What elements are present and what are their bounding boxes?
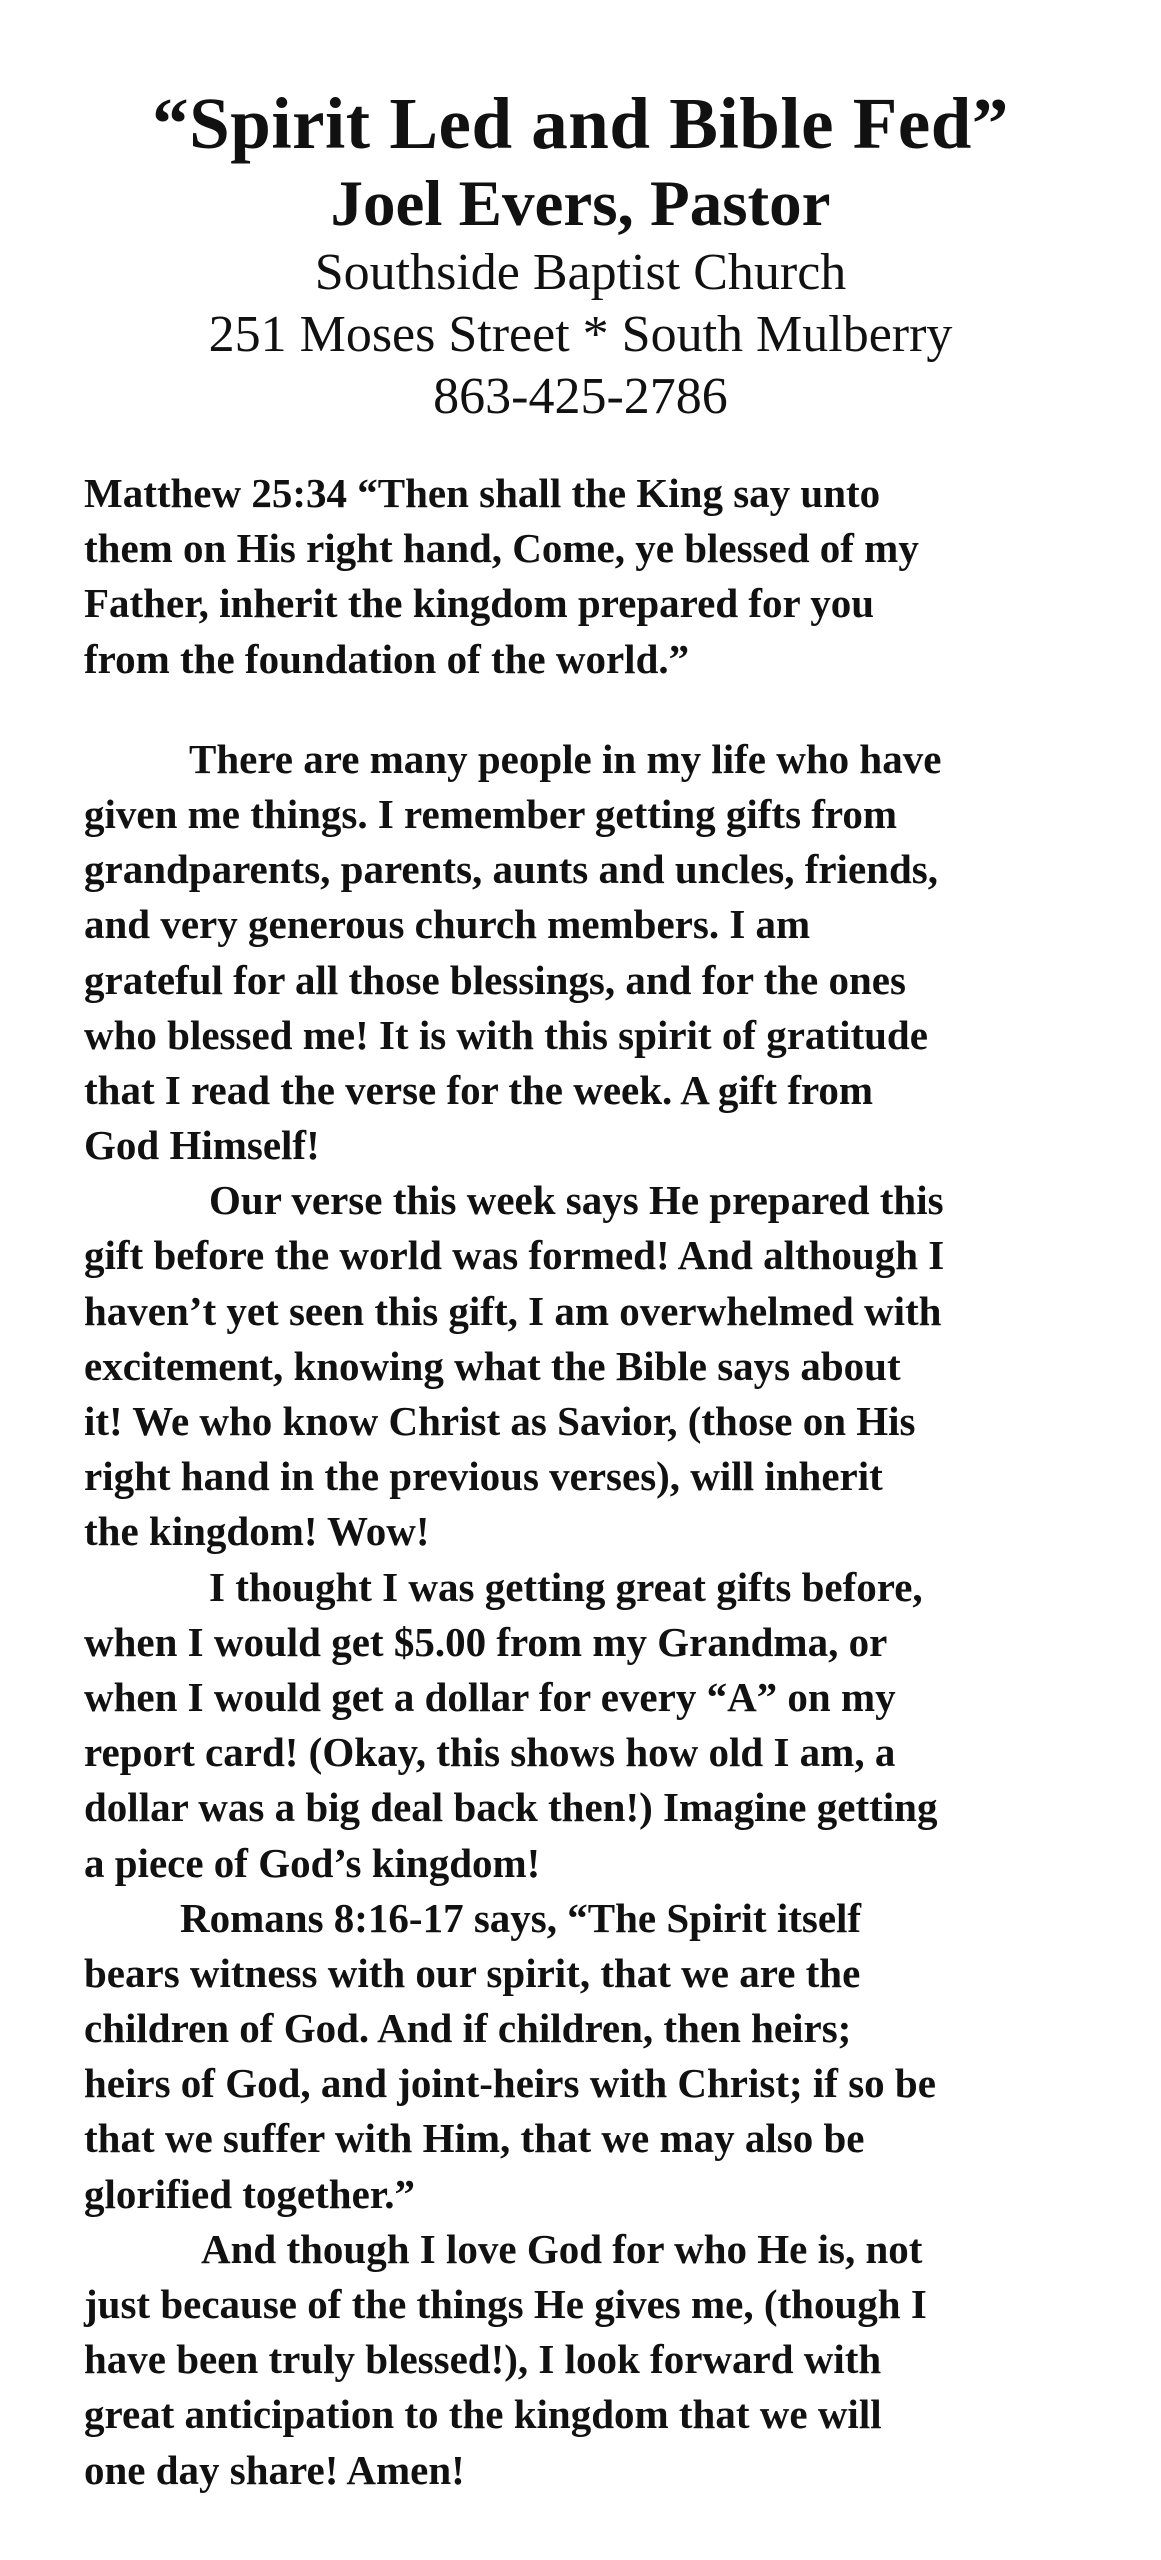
- paragraph-line: heirs of God, and joint-heirs with Christ; if so be: [84, 2060, 936, 2107]
- paragraph-line: a piece of God’s kingdom!: [84, 1839, 541, 1886]
- paragraph-line: when I would get a dollar for every “A” on my: [84, 1673, 896, 1720]
- paragraph-line: dollar was a big deal back then!) Imagine getting: [84, 1784, 938, 1831]
- verse-line: from the foundation of the world.”: [84, 635, 690, 682]
- paragraph-line: when I would get $5.00 from my Grandma, or: [84, 1618, 888, 1665]
- paragraph-3: [84, 1560, 1134, 1891]
- paragraph-line: it! We who know Christ as Savior, (those on His: [84, 1398, 916, 1444]
- article-body: [84, 466, 1134, 2498]
- paragraph-line: that I read the verse for the week. A gift from: [84, 1066, 874, 1113]
- paragraph-line: excitement, knowing what the Bible says about: [84, 1342, 901, 1389]
- paragraph-gap: [84, 687, 1134, 732]
- paragraph-5: [84, 2222, 1134, 2498]
- paragraph-line: gift before the world was formed! And although I: [84, 1232, 945, 1279]
- paragraph-line: that we suffer with Him, that we may also be: [84, 2115, 865, 2162]
- church-name: Southside Baptist Church: [314, 244, 847, 301]
- church-phone: 863-425-2786: [433, 368, 728, 425]
- paragraph-line: report card! (Okay, this shows how old I am, a: [84, 1729, 896, 1776]
- paragraph-line: Romans 8:16-17 says, “The Spirit itself: [180, 1894, 862, 1941]
- verse-line: Matthew 25:34 “Then shall the King say unto: [84, 470, 881, 516]
- paragraph-line: and very generous church members. I am: [84, 901, 811, 948]
- column-title: “Spirit Led and Bible Fed”: [152, 83, 1009, 164]
- paragraph-1: [84, 732, 1134, 1174]
- paragraph-line: the kingdom! Wow!: [84, 1508, 430, 1555]
- paragraph-line: just because of the things He gives me, (though I: [84, 2281, 927, 2327]
- paragraph-line: have been truly blessed!), I look forward with: [84, 2336, 882, 2383]
- paragraph-line: bears witness with our spirit, that we are the: [84, 1949, 861, 1996]
- paragraph-line: And though I love God for who He is, not: [201, 2225, 923, 2272]
- paragraph-line: who blessed me! It is with this spirit of gratitude: [84, 1011, 928, 1058]
- paragraph-line: one day share! Amen!: [84, 2446, 465, 2493]
- church-address: 251 Moses Street * South Mulberry: [208, 306, 953, 363]
- verse-line: them on His right hand, Come, ye blessed of my: [84, 525, 919, 572]
- paragraph-line: haven’t yet seen this gift, I am overwhelmed with: [84, 1287, 942, 1334]
- paragraph-line: Our verse this week says He prepared this: [209, 1177, 944, 1224]
- paragraph-line: given me things. I remember getting gifts from: [84, 790, 898, 837]
- paragraph-line: glorified together.”: [84, 2170, 415, 2217]
- paragraph-line: right hand in the previous verses), will inherit: [84, 1453, 883, 1500]
- paragraph-line: I thought I was getting great gifts before,: [209, 1563, 923, 1610]
- paragraph-line: grandparents, parents, aunts and uncles, friends,: [84, 846, 938, 893]
- header: [0, 82, 1161, 428]
- paragraph-2: [84, 1173, 1134, 1559]
- paragraph-line: grateful for all those blessings, and for the ones: [84, 956, 906, 1003]
- verse-quote: [84, 466, 1134, 687]
- verse-line: Father, inherit the kingdom prepared for you: [84, 580, 875, 627]
- pastor-name: Joel Evers, Pastor: [330, 168, 831, 240]
- paragraph-line: There are many people in my life who have: [189, 735, 942, 782]
- paragraph-line: great anticipation to the kingdom that we will: [84, 2391, 882, 2438]
- paragraph-4: [84, 1891, 1134, 2222]
- paragraph-line: God Himself!: [84, 1122, 320, 1169]
- paragraph-line: children of God. And if children, then heirs;: [84, 2005, 852, 2052]
